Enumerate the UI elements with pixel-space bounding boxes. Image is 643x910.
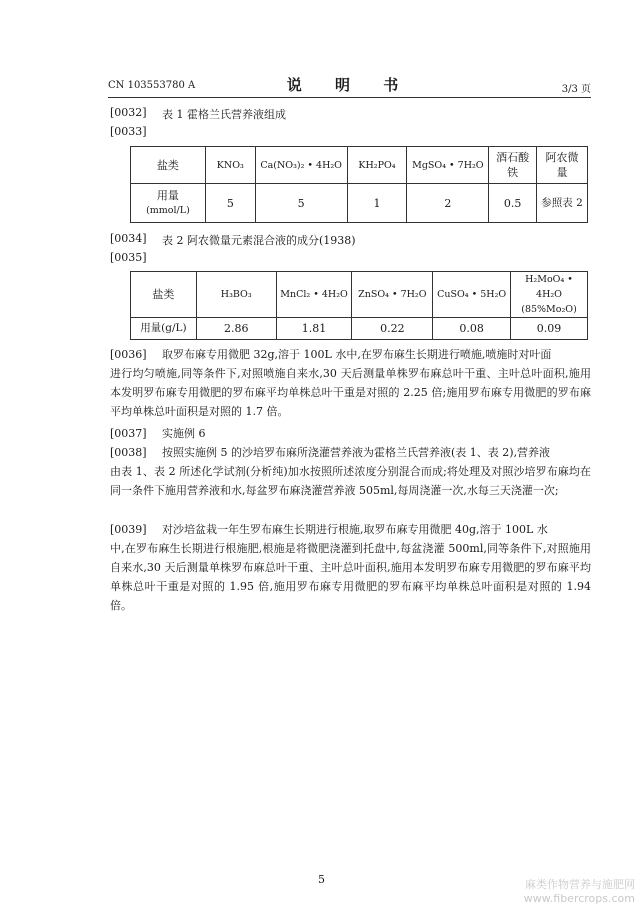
- table2-header-line: H₂MoO₄ • 4H₂O: [525, 274, 573, 300]
- page-number: 5: [318, 873, 325, 886]
- table1-header-cell: [537, 147, 588, 184]
- table1-header-cell: [489, 147, 537, 184]
- table1-header-line: 酒石酸: [496, 151, 530, 164]
- table1-row-label-line: 用量: [156, 189, 179, 202]
- paragraph-0037: [110, 424, 591, 443]
- table2-row-label: 用量(g/L): [131, 318, 197, 340]
- table2-cell: 1.81: [276, 318, 352, 340]
- header-rule: [108, 97, 591, 98]
- table1-header-cell: KH₂PO₄: [347, 147, 407, 184]
- table1-data-row: [131, 184, 588, 223]
- page-header: [108, 74, 591, 94]
- paragraph-0038-body: 由表 1、表 2 所述化学试剂(分析纯)加水按照所述浓度分别混合而成;将处理及对照沙培罗布麻均在同一条件下施用营养液和水,每盆罗布麻浇灌营养液 505ml,每周浇灌一次,水每三天浇灌一次;: [110, 465, 591, 497]
- table1-header-line: 量: [556, 166, 568, 179]
- paragraph-0038-first-line: 按照实施例 5 的沙培罗布麻所浇灌营养液为霍格兰氏营养液(表 1、表 2),营养液: [162, 446, 551, 459]
- paragraph-0038: [110, 443, 591, 500]
- table1-header-line: 阿农微: [545, 151, 579, 164]
- table1-caption: 表 1 霍格兰氏营养液组成: [162, 108, 286, 121]
- table1-cell: 参照表 2: [537, 184, 588, 223]
- table1-row-label-line: (mmol/L): [146, 205, 190, 216]
- table2-cell: 0.08: [433, 318, 511, 340]
- table1-cell: 2: [407, 184, 489, 223]
- table2-header-cell: 盐类: [131, 272, 197, 318]
- table-2: [130, 271, 588, 340]
- paragraph-0039-body: 中,在罗布麻生长期进行根施肥,根施是将微肥浇灌到托盘中,每盆浇灌 500ml,同等条件下,对照施用自来水,30 天后测量单株罗布麻总叶干重、主叶总叶面积,施用本发明罗布麻专用微肥的罗布麻平均单株总叶干重是对照的 1.95 倍,施用罗布麻专用微肥的罗布麻平均单株总叶面积是对照的 1.94 倍。: [110, 542, 591, 612]
- table2-header-cell: CuSO₄ • 5H₂O: [433, 272, 511, 318]
- para-tag-0032: [0032]: [110, 106, 147, 119]
- table2-cell: 0.22: [352, 318, 433, 340]
- table1-cell: 5: [205, 184, 255, 223]
- table2-header-cell: H₃BO₃: [196, 272, 276, 318]
- example-heading: 实施例 6: [162, 427, 206, 440]
- para-tag-0036: [0036]: [110, 348, 147, 361]
- table2-header-row: [131, 272, 588, 318]
- paragraph-0036-body: 进行均匀喷施,同等条件下,对照喷施自来水,30 天后测量单株罗布麻总叶干重、主叶总叶面积,施用本发明罗布麻专用微肥的罗布麻平均单株总叶干重是对照的 2.25 倍;施用罗布麻专用微肥的罗布麻平均单株总叶面积是对照的 1.7 倍。: [110, 367, 591, 418]
- table1-row-label: [131, 184, 206, 223]
- para-tag-0037: [0037]: [110, 427, 147, 440]
- table-1: [130, 146, 588, 223]
- para-tag-0034: [0034]: [110, 232, 147, 245]
- document-title: 说 明 书: [286, 76, 413, 94]
- table1-header-cell: KNO₃: [205, 147, 255, 184]
- para-tag-0035: [0035]: [110, 251, 147, 264]
- table1-cell: 5: [255, 184, 347, 223]
- table2-header-cell: MnCl₂ • 4H₂O: [276, 272, 352, 318]
- table1-header-cell: Ca(NO₃)₂ • 4H₂O: [255, 147, 347, 184]
- para-tag-0038: [0038]: [110, 446, 147, 459]
- table2-header-cell: ZnSO₄ • 7H₂O: [352, 272, 433, 318]
- paragraph-0036: [110, 345, 591, 421]
- table1-header-cell: MgSO₄ • 7H₂O: [407, 147, 489, 184]
- table2-cell: 2.86: [196, 318, 276, 340]
- paragraph-0039: [110, 520, 591, 615]
- paragraph-0039-first-line: 对沙培盆栽一年生罗布麻生长期进行根施,取罗布麻专用微肥 40g,溶于 100L 水: [162, 523, 548, 536]
- table2-header-cell: [511, 272, 588, 318]
- para-tag-0039: [0039]: [110, 523, 147, 536]
- table1-header-cell: 盐类: [131, 147, 206, 184]
- table2-data-row: [131, 318, 588, 340]
- table1-cell: 0.5: [489, 184, 537, 223]
- para-tag-0033: [0033]: [110, 125, 147, 138]
- table2-cell: 0.09: [511, 318, 588, 340]
- watermark-line: www.fibercrops.com: [523, 892, 635, 905]
- table1-cell: 1: [347, 184, 407, 223]
- watermark-line: 麻类作物营养与施肥网: [525, 878, 635, 891]
- table2-header-line: (85%Mo₂O): [521, 304, 577, 315]
- paragraph-0036-first-line: 取罗布麻专用微肥 32g,溶于 100L 水中,在罗布麻生长期进行喷施,喷施时对叶面: [162, 348, 552, 361]
- page-indicator: 3/3 页: [561, 84, 591, 95]
- patent-number: CN 103553780 A: [108, 80, 196, 91]
- site-watermark: [524, 878, 635, 906]
- table1-header-row: [131, 147, 588, 184]
- table1-header-line: 铁: [507, 166, 519, 179]
- table2-caption: 表 2 阿农微量元素混合液的成分(1938): [162, 234, 356, 247]
